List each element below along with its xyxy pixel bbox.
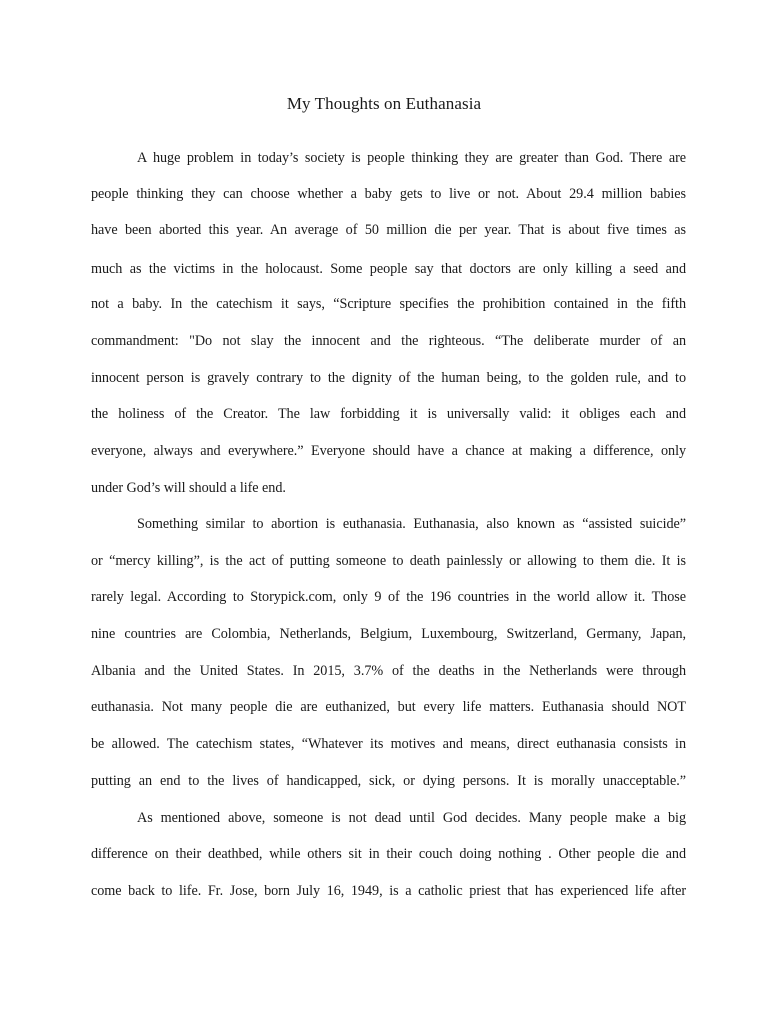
paragraph-3-line-2: difference on their deathbed, while others sit in their couch doing nothing . Other people die and bbox=[91, 846, 686, 862]
paragraph-2-line-3: rarely legal. According to Storypick.com, only 9 of the 196 countries in the world allow it. Those bbox=[91, 589, 686, 605]
paragraph-1-line-5: not a baby. In the catechism it says, “Scripture specifies the prohibition contained in the fifth bbox=[91, 296, 686, 312]
paragraph-1-line-10: under God’s will should a life end. bbox=[91, 480, 286, 496]
paragraph-2-line-8: putting an end to the lives of handicapped, sick, or dying persons. It is morally unacceptable.” bbox=[91, 773, 686, 789]
paragraph-1-line-9: everyone, always and everywhere.” Everyone should have a chance at making a difference, only bbox=[91, 443, 686, 459]
paragraph-2-line-2: or “mercy killing”, is the act of putting someone to death painlessly or allowing to them die. It is bbox=[91, 553, 686, 569]
paragraph-2-line-5: Albania and the United States. In 2015, 3.7% of the deaths in the Netherlands were through bbox=[91, 663, 686, 679]
paragraph-2-line-1: Something similar to abortion is euthanasia. Euthanasia, also known as “assisted suicide” bbox=[137, 516, 686, 532]
paragraph-2-line-7: be allowed. The catechism states, “Whatever its motives and means, direct euthanasia consists in bbox=[91, 736, 686, 752]
paragraph-1-line-7: innocent person is gravely contrary to the dignity of the human being, to the golden rule, and to bbox=[91, 370, 686, 386]
paragraph-1-line-8: the holiness of the Creator. The law forbidding it is universally valid: it obliges each and bbox=[91, 406, 686, 422]
paragraph-2-line-4: nine countries are Colombia, Netherlands, Belgium, Luxembourg, Switzerland, Germany, Japan, bbox=[91, 626, 686, 642]
paragraph-3-line-1: As mentioned above, someone is not dead until God decides. Many people make a big bbox=[137, 810, 686, 826]
paragraph-1-line-2: people thinking they can choose whether a baby gets to live or not. About 29.4 million babies bbox=[91, 186, 686, 202]
paragraph-1-line-1: A huge problem in today’s society is people thinking they are greater than God. There are bbox=[137, 150, 686, 166]
document-title: My Thoughts on Euthanasia bbox=[286, 94, 482, 113]
paragraph-3-line-3: come back to life. Fr. Jose, born July 16, 1949, is a catholic priest that has experienced life after bbox=[91, 883, 686, 899]
paragraph-1-line-3: have been aborted this year. An average of 50 million die per year. That is about five times as bbox=[91, 222, 686, 238]
paragraph-1-line-4: much as the victims in the holocaust. Some people say that doctors are only killing a seed and bbox=[91, 261, 686, 277]
paragraph-1-line-6: commandment: "Do not slay the innocent and the righteous. “The deliberate murder of an bbox=[91, 333, 686, 349]
paragraph-2-line-6: euthanasia. Not many people die are euthanized, but every life matters. Euthanasia should NOT bbox=[91, 699, 686, 715]
